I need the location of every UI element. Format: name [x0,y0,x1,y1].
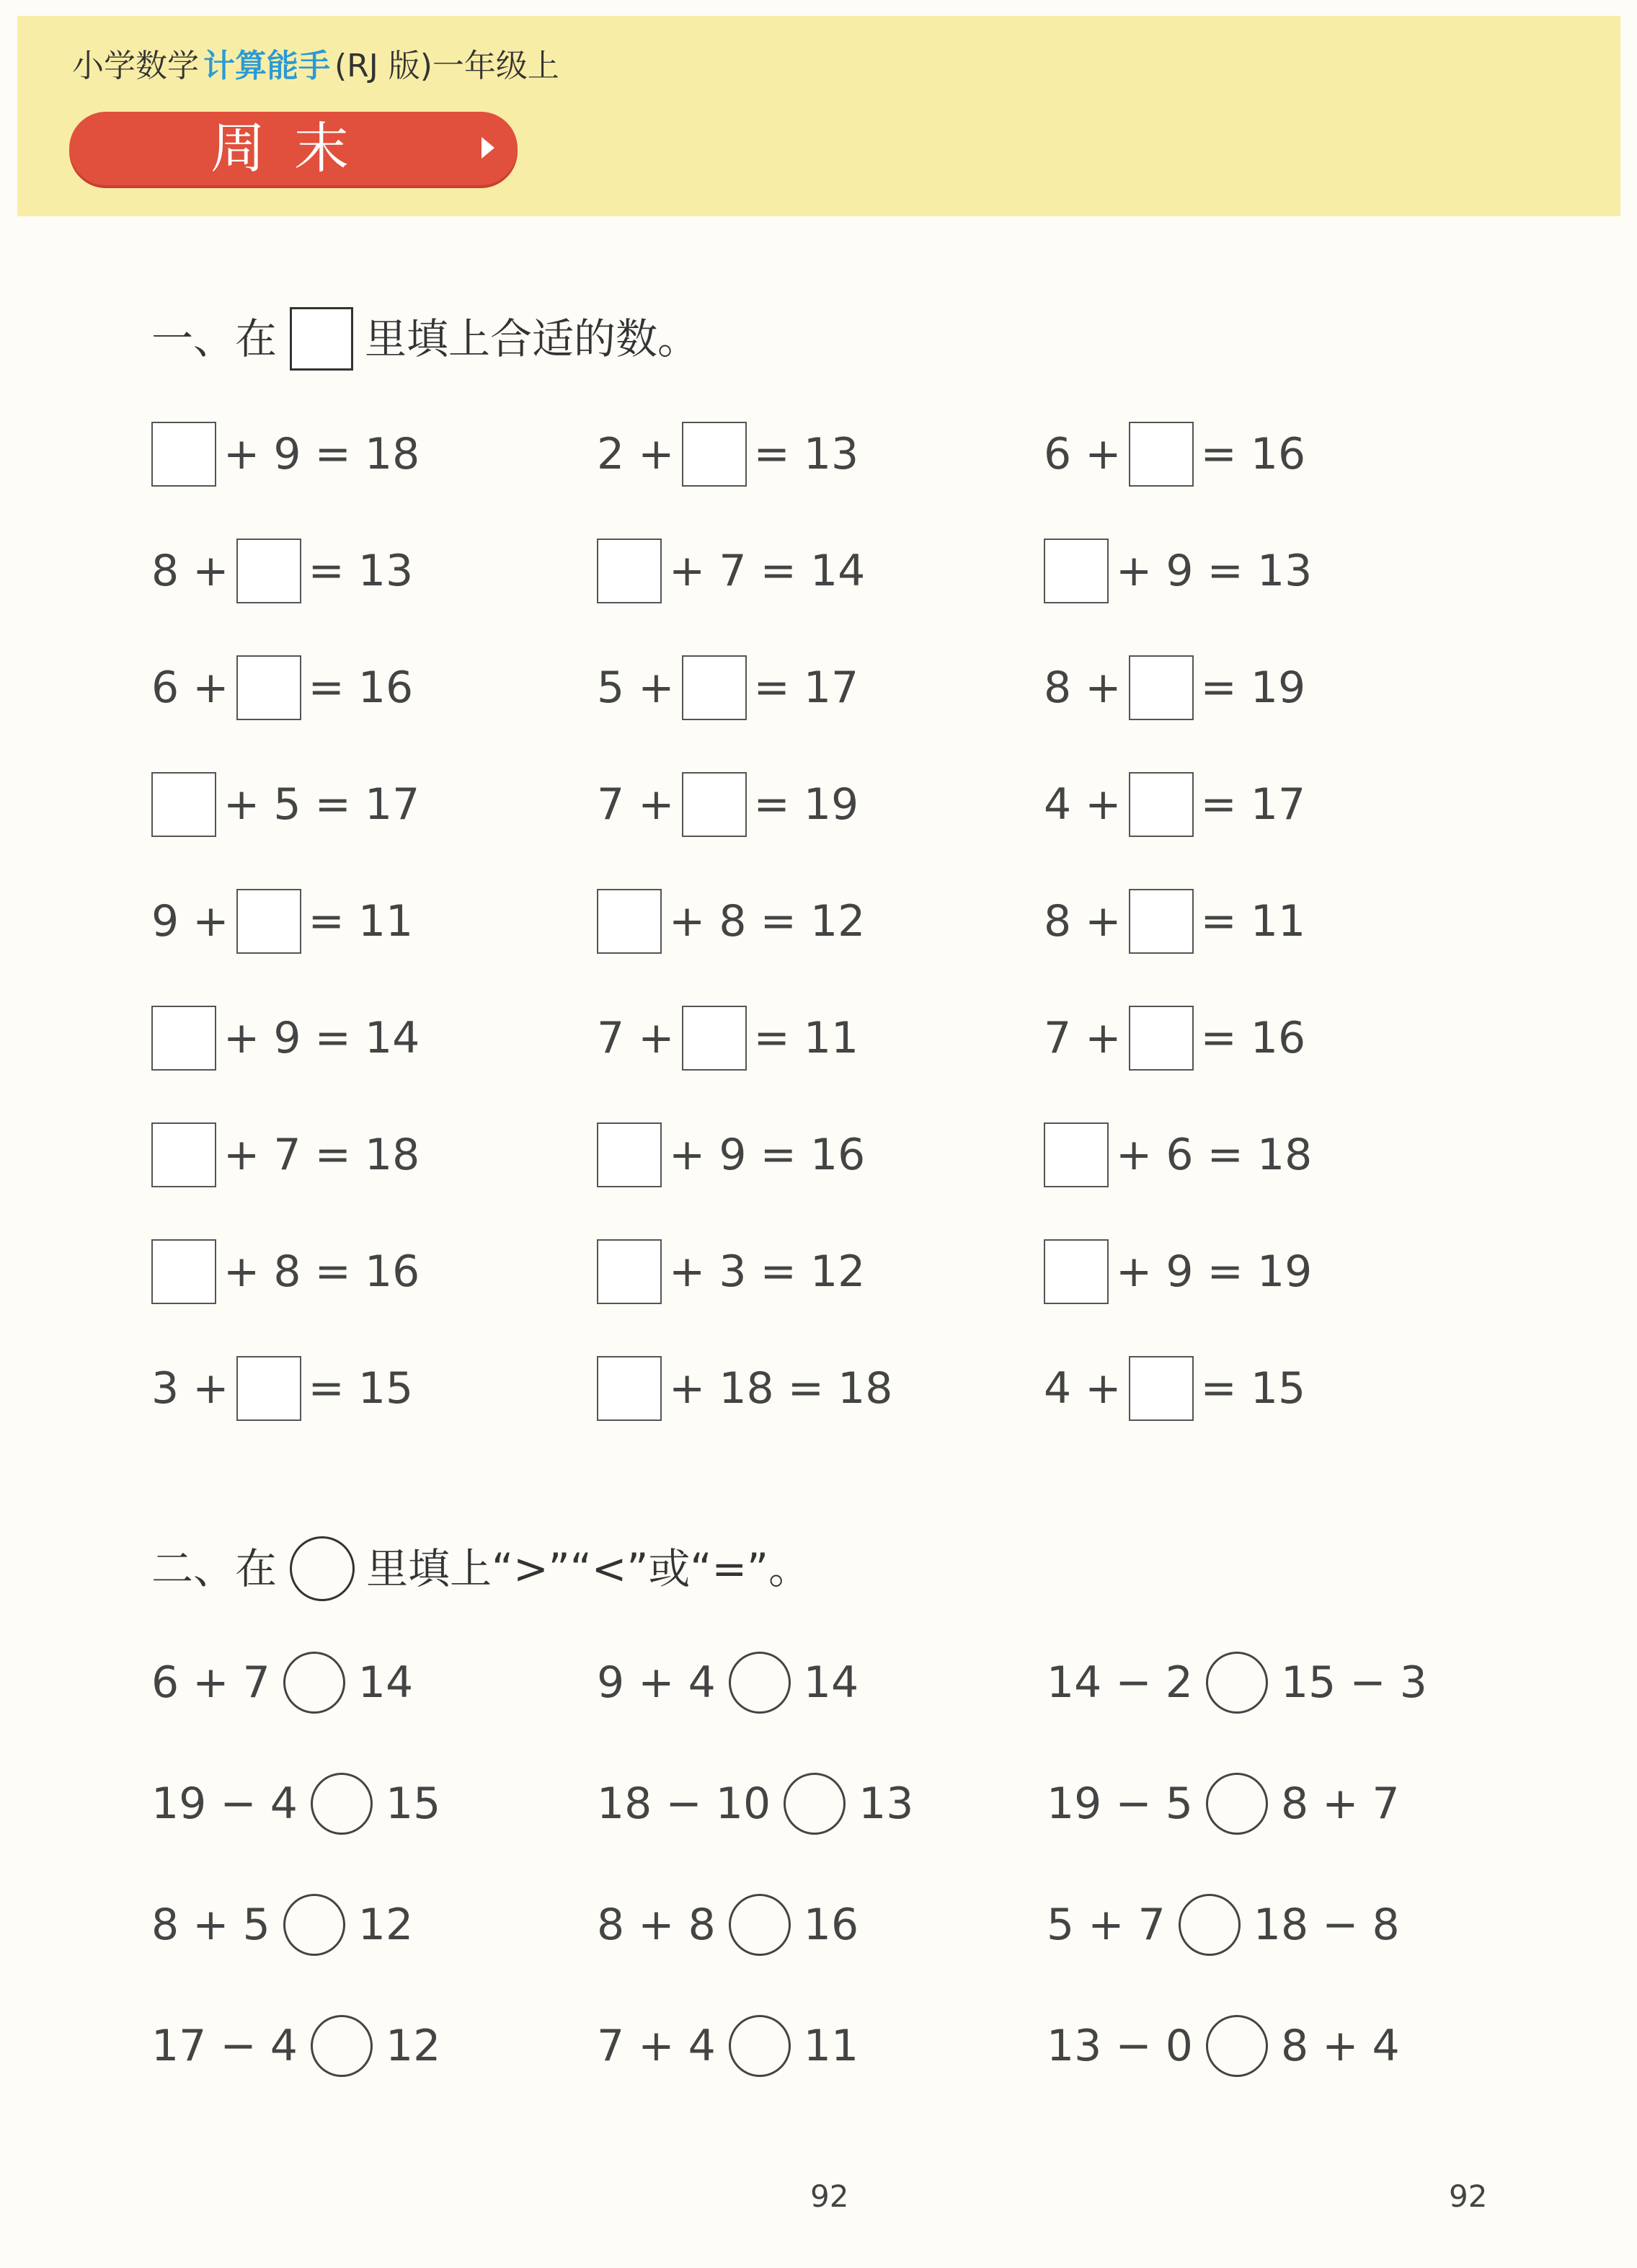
equation-right-part: = 16 [1200,1013,1306,1063]
answer-box[interactable] [597,539,662,603]
comparison-right: 14 [358,1657,414,1708]
part2-heading-suffix: 里填上“>”“<”或“=”。 [366,1544,811,1593]
comparison-item [597,1649,859,1716]
fill-box-equation [597,538,865,604]
comparison-left: 17 − 4 [151,2021,298,2071]
equation-right-part: + 9 = 19 [1116,1246,1313,1297]
part2-heading-prefix: 二、在 [151,1544,278,1593]
answer-box[interactable] [1044,1122,1109,1187]
answer-box[interactable] [597,1239,662,1304]
comparison-left: 5 + 7 [1047,1900,1166,1950]
comparison-right: 11 [803,2021,859,2071]
fill-box-equation [597,771,859,838]
equation-left-operand: 4 + [1044,1363,1122,1414]
equation-left-operand: 7 + [597,1013,675,1063]
equation-right-part: + 3 = 12 [669,1246,866,1297]
equation-right-part: = 17 [1200,779,1306,830]
equation-left-operand: 9 + [151,896,229,947]
comparison-item [1047,1892,1400,1958]
answer-circle[interactable] [283,1894,345,1956]
comparison-item [151,1892,413,1958]
fill-box-equation [597,421,859,487]
equation-left-operand: 4 + [1044,779,1122,830]
comparison-right: 12 [358,1900,414,1950]
comparison-right: 15 [385,1778,441,1829]
fill-box-equation [1044,538,1312,604]
answer-circle[interactable] [311,2015,373,2077]
answer-circle[interactable] [729,1652,791,1714]
comparison-left: 18 − 10 [597,1778,771,1829]
answer-box[interactable] [236,1356,301,1421]
comparison-item [1047,1649,1427,1716]
circle-icon [290,1536,355,1601]
equation-right-part: + 18 = 18 [669,1363,893,1414]
fill-box-equation [151,655,413,721]
fill-box-equation [597,655,859,721]
answer-box[interactable] [1129,772,1194,837]
fill-box-equation [1044,1122,1312,1188]
fill-box-equation [1044,1005,1305,1071]
fill-box-equation [151,888,413,954]
book-title [72,45,559,88]
answer-box[interactable] [236,539,301,603]
comparison-item [151,1649,413,1716]
answer-circle[interactable] [311,1773,373,1835]
comparison-right: 14 [803,1657,859,1708]
play-arrow-icon [482,137,494,159]
answer-circle[interactable] [784,1773,846,1835]
answer-box[interactable] [597,1356,662,1421]
equation-right-part: + 8 = 12 [669,896,866,947]
comparison-left: 7 + 4 [597,2021,716,2071]
answer-circle[interactable] [1206,1652,1268,1714]
fill-box-equation [1044,771,1305,838]
equation-left-operand: 5 + [597,663,675,713]
equation-right-part: = 11 [753,1013,859,1063]
answer-circle[interactable] [283,1652,345,1714]
fill-box-equation [1044,1355,1305,1422]
equation-right-part: + 9 = 13 [1116,546,1313,596]
equation-right-part: = 11 [1200,896,1306,947]
book-suffix: (RJ 版)一年级上 [334,48,559,84]
fill-box-equation [1044,655,1305,721]
comparison-item [597,1771,913,1837]
comparison-right: 13 [859,1778,914,1829]
fill-box-equation [151,771,420,838]
equation-right-part: + 9 = 16 [669,1130,866,1180]
equation-right-part: + 7 = 14 [669,546,866,596]
equation-left-operand: 8 + [151,546,229,596]
answer-box[interactable] [682,772,747,837]
answer-box[interactable] [1044,539,1109,603]
answer-circle[interactable] [1179,1894,1241,1956]
answer-box[interactable] [1129,655,1194,720]
answer-box[interactable] [682,655,747,720]
answer-box[interactable] [1129,889,1194,954]
fill-box-equation [151,1122,420,1188]
comparison-left: 13 − 0 [1047,2021,1193,2071]
answer-circle[interactable] [1206,1773,1268,1835]
comparison-left: 19 − 5 [1047,1778,1193,1829]
answer-box[interactable] [236,889,301,954]
fill-box-equation [1044,1239,1312,1305]
comparison-right: 18 − 8 [1253,1900,1400,1950]
comparison-left: 14 − 2 [1047,1657,1193,1708]
equation-right-part: = 13 [753,429,859,479]
fill-box-equation [1044,888,1305,954]
book-series: 计算能手 [203,48,330,84]
answer-box[interactable] [1129,1006,1194,1071]
answer-circle[interactable] [729,1894,791,1956]
equation-right-part: + 9 = 18 [223,429,420,479]
answer-box[interactable] [151,422,216,487]
comparison-left: 9 + 4 [597,1657,716,1708]
comparison-right: 8 + 7 [1280,1778,1400,1829]
equation-right-part: + 8 = 16 [223,1246,420,1297]
comparison-right: 8 + 4 [1280,2021,1400,2071]
comparison-left: 19 − 4 [151,1778,298,1829]
comparison-right: 12 [385,2021,441,2071]
equation-left-operand: 6 + [151,663,229,713]
answer-box[interactable] [1129,422,1194,487]
equation-right-part: = 19 [1200,663,1306,713]
part1-heading-prefix: 一、在 [151,314,278,363]
part1-heading [151,303,699,375]
comparison-left: 8 + 8 [597,1900,716,1950]
equation-right-part: = 17 [753,663,859,713]
equation-right-part: = 11 [308,896,414,947]
equation-left-operand: 3 + [151,1363,229,1414]
answer-box[interactable] [151,772,216,837]
comparison-right: 16 [803,1900,859,1950]
equation-right-part: + 9 = 14 [223,1013,420,1063]
equation-left-operand: 7 + [1044,1013,1122,1063]
page-number-right: 92 [1449,2179,1488,2214]
equation-right-part: = 15 [308,1363,414,1414]
fill-box-equation [597,1005,859,1071]
equation-right-part: + 5 = 17 [223,779,420,830]
square-icon [290,307,353,371]
fill-box-equation [597,1239,865,1305]
fill-box-equation [151,1005,420,1071]
answer-circle[interactable] [1206,2015,1268,2077]
fill-box-equation [597,1122,865,1188]
equation-left-operand: 2 + [597,429,675,479]
equation-right-part: + 6 = 18 [1116,1130,1313,1180]
comparison-item [151,2013,440,2079]
fill-box-equation [1044,421,1305,487]
equation-right-part: = 16 [308,663,414,713]
answer-box[interactable] [682,422,747,487]
comparison-item [597,1892,859,1958]
answer-box[interactable] [1044,1239,1109,1304]
fill-box-equation [151,421,420,487]
equation-right-part: = 13 [308,546,414,596]
section-pill [69,112,518,185]
equation-left-operand: 8 + [1044,896,1122,947]
answer-box[interactable] [597,889,662,954]
book-prefix: 小学数学 [72,48,199,84]
equation-right-part: = 16 [1200,429,1306,479]
comparison-item [151,1771,440,1837]
equation-right-part: = 15 [1200,1363,1306,1414]
answer-box[interactable] [151,1122,216,1187]
answer-box[interactable] [597,1122,662,1187]
part2-heading [151,1533,810,1605]
fill-box-equation [151,1239,420,1305]
equation-left-operand: 7 + [597,779,675,830]
fill-box-equation [597,1355,892,1422]
answer-box[interactable] [151,1239,216,1304]
equation-left-operand: 6 + [1044,429,1122,479]
fill-box-equation [597,888,865,954]
answer-circle[interactable] [729,2015,791,2077]
answer-box[interactable] [151,1006,216,1071]
page-number-center: 92 [810,2179,849,2214]
answer-box[interactable] [236,655,301,720]
equation-right-part: + 7 = 18 [223,1130,420,1180]
fill-box-equation [151,1355,413,1422]
answer-box[interactable] [682,1006,747,1071]
comparison-item [597,2013,859,2079]
comparison-item [1047,1771,1400,1837]
comparison-item [1047,2013,1400,2079]
part1-heading-suffix: 里填上合适的数。 [365,314,700,363]
comparison-right: 15 − 3 [1280,1657,1427,1708]
equation-left-operand: 8 + [1044,663,1122,713]
comparison-left: 6 + 7 [151,1657,270,1708]
equation-right-part: = 19 [753,779,859,830]
comparison-left: 8 + 5 [151,1900,270,1950]
section-title: 周末 [210,116,378,180]
answer-box[interactable] [1129,1356,1194,1421]
fill-box-equation [151,538,413,604]
